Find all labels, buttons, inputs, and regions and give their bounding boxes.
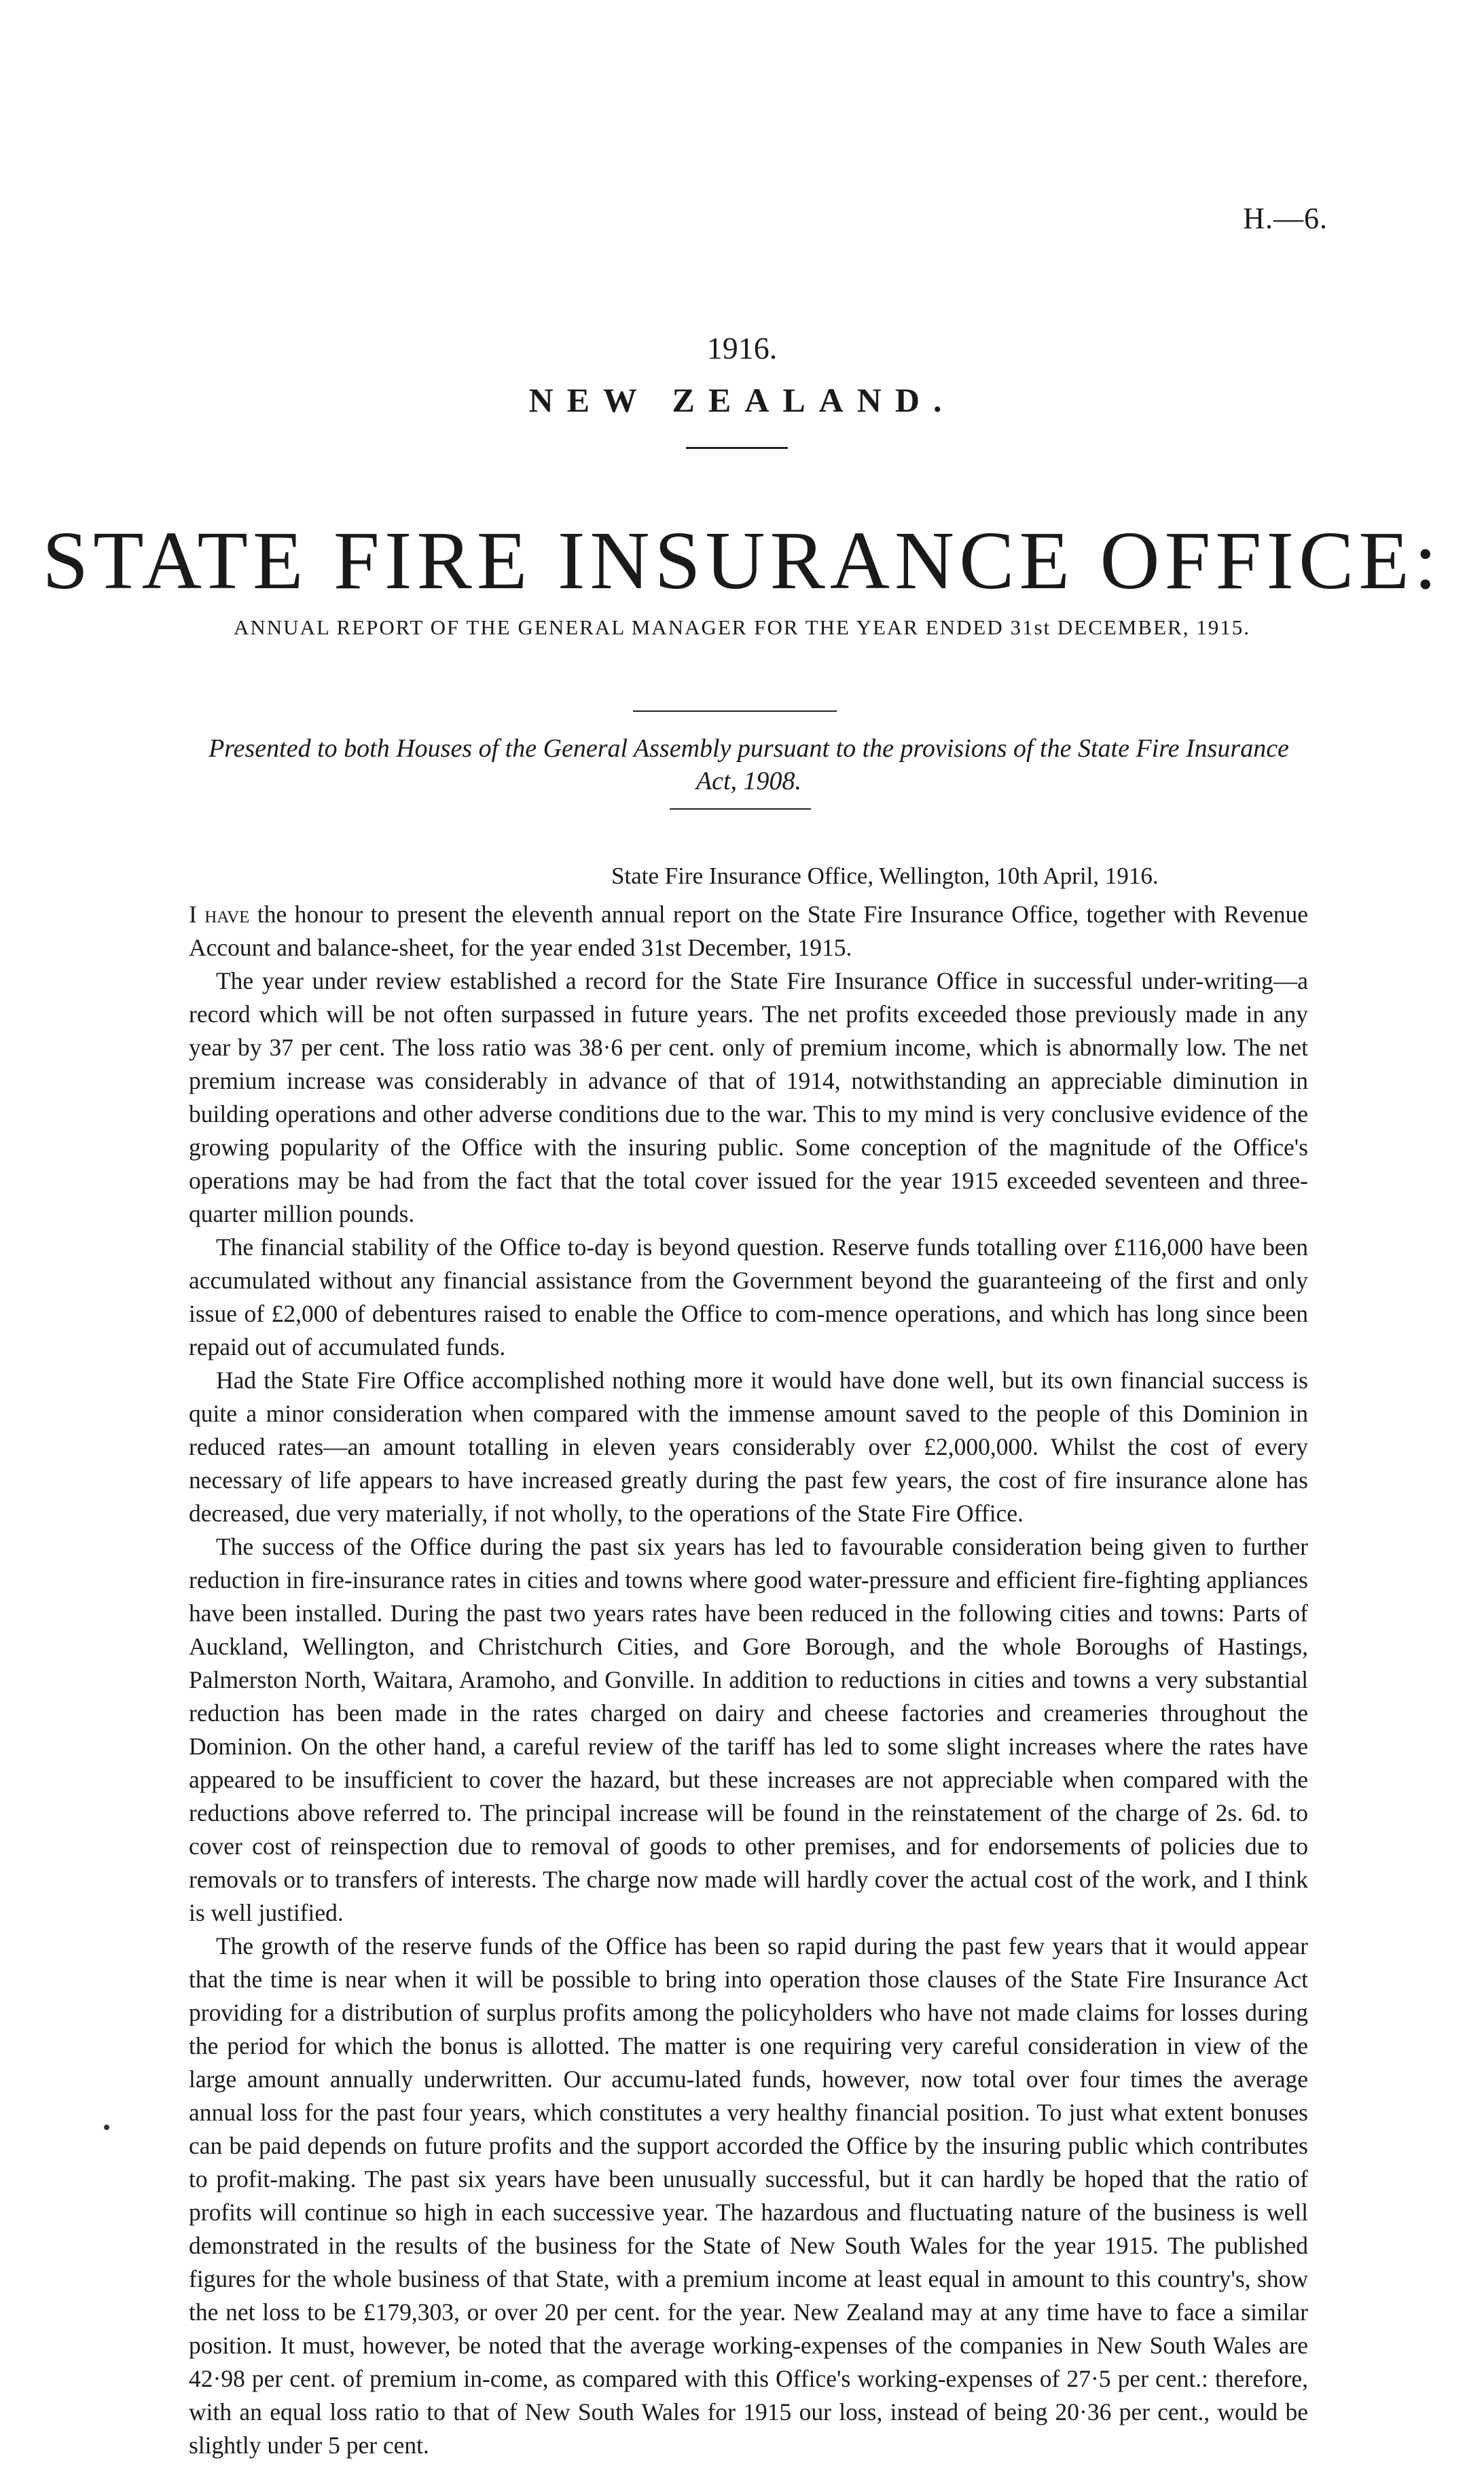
paragraph: Had the State Fire Office accomplished nothing more it would have done well, but its own financial success is quite a minor consideration when compared with the immense amount saved to the people of this Dominion in reduced rates—an amount totalling in eleven years considerably over £2,000,000. Whilst the cost of every necessary of life appears to have increased greatly during the past few years, the cost of fire insurance alone has decreased, due very materially, if not wholly, to the operations of the State Fire Office. [189,1367,1308,1527]
divider-rule [686,447,788,449]
paragraph: I have the honour to present the eleventh annual report on the State Fire Insurance Office, together with Revenue Account and balance-sheet, for the year ended 31st December, 1915. [189,901,1308,961]
dateline: State Fire Insurance Office, Wellington, 10th April, 1916. [611,863,1159,889]
page-subtitle: ANNUAL REPORT OF THE GENERAL MANAGER FOR THE YEAR ENDED 31st DECEMBER, 1915. [234,615,1250,639]
divider-rule [670,808,811,810]
divider-rule [633,710,837,712]
document-reference: H.—6. [1243,202,1328,235]
country-heading: NEW ZEALAND. [528,381,956,419]
presented-note: Presented to both Houses of the General Assembly pursuant to the provisions of the State Fire Insurance Act, 1908. [209,734,1289,795]
lead-words: I have [189,901,250,928]
margin-mark [104,2125,109,2130]
report-body [189,898,1308,2462]
paragraph: The growth of the reserve funds of the Office has been so rapid during the past few years that it would appear that the time is near when it will be possible to bring into operation those clauses of the State Fire Insurance Act providing for a distribution of surplus profits among the policyholders who have not made claims for losses during the period for which the bonus is allotted. The matter is one requiring very careful consideration in view of the large amount annually underwritten. Our accumu-lated funds, however, now total over four times the average annual loss for the past four years, which constitutes a very healthy financial position. To just what extent bonuses can be paid depends on future profits and the support accorded the Office by the insuring public which contributes to profit-making. The past six years have been unusually successful, but it can hardly be hoped that the ratio of profits will continue so high in each successive year. The hazardous and fluctuating nature of the business is well demonstrated in the results of the business for the State of New South Wales for the year 1915. The published figures for the whole business of that State, with a premium income at least equal in amount to this country's, show the net loss to be £179,303, or over 20 per cent. for the year. New Zealand may at any time have to face a similar position. It must, however, be noted that the average working-expenses of the companies in New South Wales are 42·98 per cent. of premium in-come, as compared with this Office's working-expenses of 27·5 per cent.: therefore, with an equal loss ratio to that of New South Wales for 1915 our loss, instead of being 20·36 per cent., would be slightly under 5 per cent. [189,1932,1308,2459]
page-title: STATE FIRE INSURANCE OFFICE: [42,515,1442,607]
report-year: 1916. [706,331,778,365]
paragraph: The financial stability of the Office to-day is beyond question. Reserve funds totalling over £116,000 have been accumulated without any financial assistance from the Government beyond the guaranteeing of the first and only issue of £2,000 of debentures raised to enable the Office to com-mence operations, and which has long since been repaid out of accumulated funds. [189,1233,1308,1360]
paragraph: The success of the Office during the past six years has led to favourable consideration being given to further reduction in fire-insurance rates in cities and towns where good water-pressure and efficient fire-fighting appliances have been installed. During the past two years rates have been reduced in the following cities and towns: Parts of Auckland, Wellington, and Christchurch Cities, and Gore Borough, and the whole Boroughs of Hastings, Palmerston North, Waitara, Aramoho, and Gonville. In addition to reductions in cities and towns a very substantial reduction has been made in the rates charged on dairy and cheese factories and creameries throughout the Dominion. On the other hand, a careful review of the tariff has led to some slight increases where the rates have appeared to be insufficient to cover the hazard, but these increases are not appreciable when compared with the reductions above referred to. The principal increase will be found in the reinstatement of the charge of 2s. 6d. to cover cost of reinspection due to removal of goods to other premises, and for endorsements of policies due to removals or to transfers of interests. The charge now made will hardly cover the actual cost of the work, and I think is well justified. [189,1533,1308,1926]
paragraph: The year under review established a record for the State Fire Insurance Office in successful under-writing—a record which will be not often surpassed in future years. The net profits exceeded those previously made in any year by 37 per cent. The loss ratio was 38·6 per cent. only of premium income, which is abnormally low. The net premium increase was considerably in advance of that of 1914, notwithstanding an appreciable diminution in building operations and other adverse conditions due to the war. This to my mind is very conclusive evidence of the growing popularity of the Office with the insuring public. Some conception of the magnitude of the Office's operations may be had from the fact that the total cover issued for the year 1915 exceeded seventeen and three-quarter million pounds. [189,967,1308,1227]
